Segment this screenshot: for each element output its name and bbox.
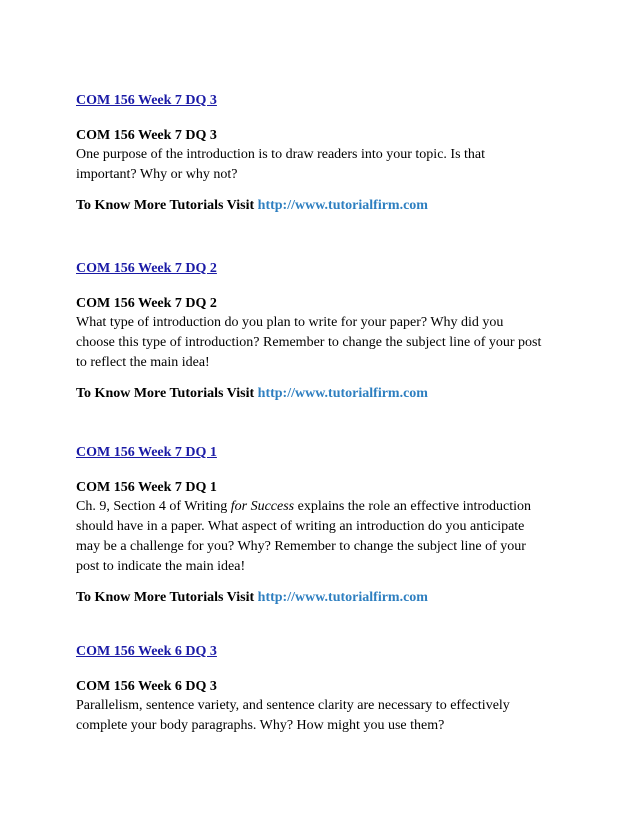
question-text-segment: Ch. 9, Section 4 of Writing xyxy=(76,499,231,514)
section-week7-dq1 xyxy=(76,444,576,607)
question-text xyxy=(76,145,576,185)
question-line: One purpose of the introduction is to draw readers into your topic. Is that xyxy=(76,147,486,162)
heading-week7-dq3: COM 156 Week 7 DQ 3 xyxy=(76,128,217,143)
book-title-italic: for Success xyxy=(230,499,295,514)
link-week7-dq3[interactable]: COM 156 Week 7 DQ 3 xyxy=(76,93,217,108)
question-line: What type of introduction do you plan to write for your paper? Why did you xyxy=(76,315,504,330)
tutorial-promo xyxy=(76,385,576,403)
question-line: Parallelism, sentence variety, and sentence clarity are necessary to effectively xyxy=(76,698,510,713)
question-line: should have in a paper. What aspect of writing an introduction do you anticipate xyxy=(76,519,525,534)
link-week7-dq1[interactable]: COM 156 Week 7 DQ 1 xyxy=(76,445,217,460)
heading-week6-dq3: COM 156 Week 6 DQ 3 xyxy=(76,679,217,694)
tutorial-link[interactable]: http://www.tutorialfirm.com xyxy=(257,590,428,605)
question-line: choose this type of introduction? Remember to change the subject line of your post xyxy=(76,335,542,350)
question-line: may be a challenge for you? Why? Remember to change the subject line of your xyxy=(76,539,526,554)
question-line: to reflect the main idea! xyxy=(76,355,210,370)
tutorial-prefix: To Know More Tutorials Visit xyxy=(76,386,255,401)
link-week7-dq2[interactable]: COM 156 Week 7 DQ 2 xyxy=(76,261,217,276)
question-text xyxy=(76,313,576,373)
tutorial-prefix: To Know More Tutorials Visit xyxy=(76,590,255,605)
question-line: important? Why or why not? xyxy=(76,167,238,182)
tutorial-promo xyxy=(76,197,576,215)
tutorial-prefix: To Know More Tutorials Visit xyxy=(76,198,255,213)
question-text-segment: explains the role an effective introduction xyxy=(294,499,532,514)
section-week7-dq2 xyxy=(76,260,576,403)
heading-week7-dq2: COM 156 Week 7 DQ 2 xyxy=(76,296,217,311)
question-line xyxy=(76,497,576,517)
section-week6-dq3 xyxy=(76,643,576,736)
tutorial-promo xyxy=(76,589,576,607)
heading-week7-dq1: COM 156 Week 7 DQ 1 xyxy=(76,480,217,495)
question-line: complete your body paragraphs. Why? How might you use them? xyxy=(76,718,445,733)
tutorial-link[interactable]: http://www.tutorialfirm.com xyxy=(257,386,428,401)
question-text xyxy=(76,497,576,577)
link-week6-dq3[interactable]: COM 156 Week 6 DQ 3 xyxy=(76,644,217,659)
question-line: post to indicate the main idea! xyxy=(76,559,246,574)
question-text xyxy=(76,696,576,736)
section-week7-dq3 xyxy=(76,92,576,215)
tutorial-link[interactable]: http://www.tutorialfirm.com xyxy=(257,198,428,213)
